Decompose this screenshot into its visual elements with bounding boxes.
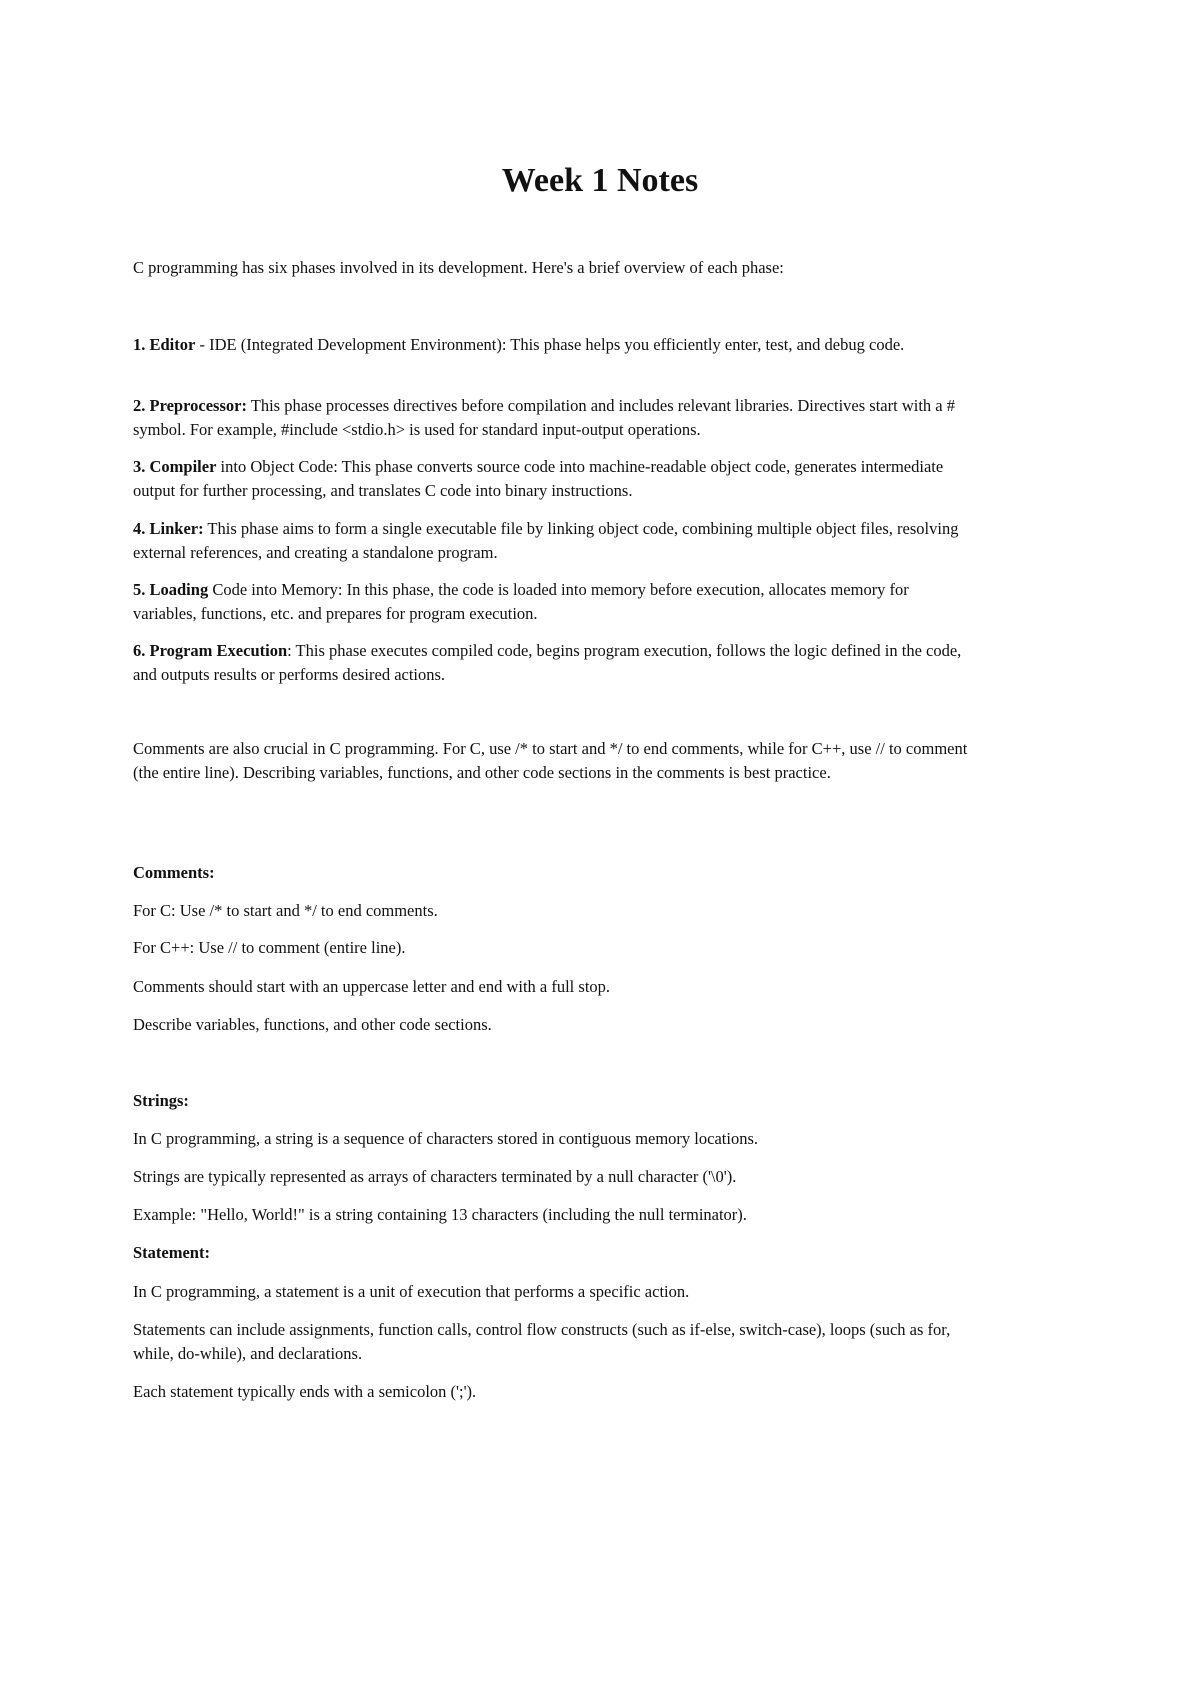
phase-item	[133, 639, 973, 687]
statement-line: Statements can include assignments, function calls, control flow constructs (such as if-else, switch-case), loops (such as for, while, do-while), and declarations.	[133, 1320, 951, 1363]
phase-label: 4. Linker:	[133, 519, 204, 538]
phase-label: 6. Program Execution	[133, 641, 288, 660]
phase-text: This phase aims to form a single executable file by linking object code, combining multiple object files, resolving external references, and creating a standalone program.	[133, 519, 959, 562]
strings-heading: Strings:	[133, 1091, 189, 1110]
statement-line: In C programming, a statement is a unit of execution that performs a specific action.	[133, 1282, 690, 1301]
strings-line: Strings are typically represented as arrays of characters terminated by a null character ('\0').	[133, 1167, 737, 1186]
phase-item	[133, 333, 973, 357]
phase-label: 2. Preprocessor:	[133, 396, 247, 415]
comments-line: Describe variables, functions, and other code sections.	[133, 1015, 492, 1034]
phase-text: - IDE (Integrated Development Environment): This phase helps you efficiently enter, test, and debug code.	[195, 335, 905, 354]
comments-paragraph: Comments are also crucial in C programming. For C, use /* to start and */ to end comments, while for C++, use // to comment (the entire line). Describing variables, functions, and other code sections in the comments is best practice.	[133, 739, 968, 782]
phase-text: : This phase executes compiled code, begins program execution, follows the logic defined in the code, and outputs results or performs desired actions.	[133, 641, 962, 684]
phase-text: into Object Code: This phase converts source code into machine-readable object code, generates intermediate output for further processing, and translates C code into binary instructions.	[133, 457, 944, 500]
phase-label: 3. Compiler	[133, 457, 217, 476]
phase-text: This phase processes directives before compilation and includes relevant libraries. Directives start with a # symbol. For example, #include <stdio.h> is used for standard input-output operations.	[133, 396, 955, 439]
intro-paragraph: C programming has six phases involved in its development. Here's a brief overview of each phase:	[133, 258, 784, 277]
phase-label: 1. Editor	[133, 335, 196, 354]
phase-item	[133, 394, 973, 442]
statement-line: Each statement typically ends with a semicolon (';').	[133, 1382, 477, 1401]
comments-line: For C++: Use // to comment (entire line).	[133, 938, 406, 957]
page-title: Week 1 Notes	[501, 162, 699, 199]
phase-item	[133, 578, 973, 626]
strings-line: In C programming, a string is a sequence of characters stored in contiguous memory locations.	[133, 1129, 759, 1148]
statement-heading: Statement:	[133, 1243, 210, 1262]
strings-line: Example: "Hello, World!" is a string containing 13 characters (including the null terminator).	[133, 1205, 747, 1224]
phase-item	[133, 455, 973, 503]
comments-line: Comments should start with an uppercase letter and end with a full stop.	[133, 977, 611, 996]
comments-line: For C: Use /* to start and */ to end comments.	[133, 901, 438, 920]
comments-heading: Comments:	[133, 863, 215, 882]
phase-text: Code into Memory: In this phase, the code is loaded into memory before execution, allocates memory for variables, functions, etc. and prepares for program execution.	[133, 580, 909, 623]
phase-item	[133, 517, 973, 565]
phase-label: 5. Loading	[133, 580, 209, 599]
